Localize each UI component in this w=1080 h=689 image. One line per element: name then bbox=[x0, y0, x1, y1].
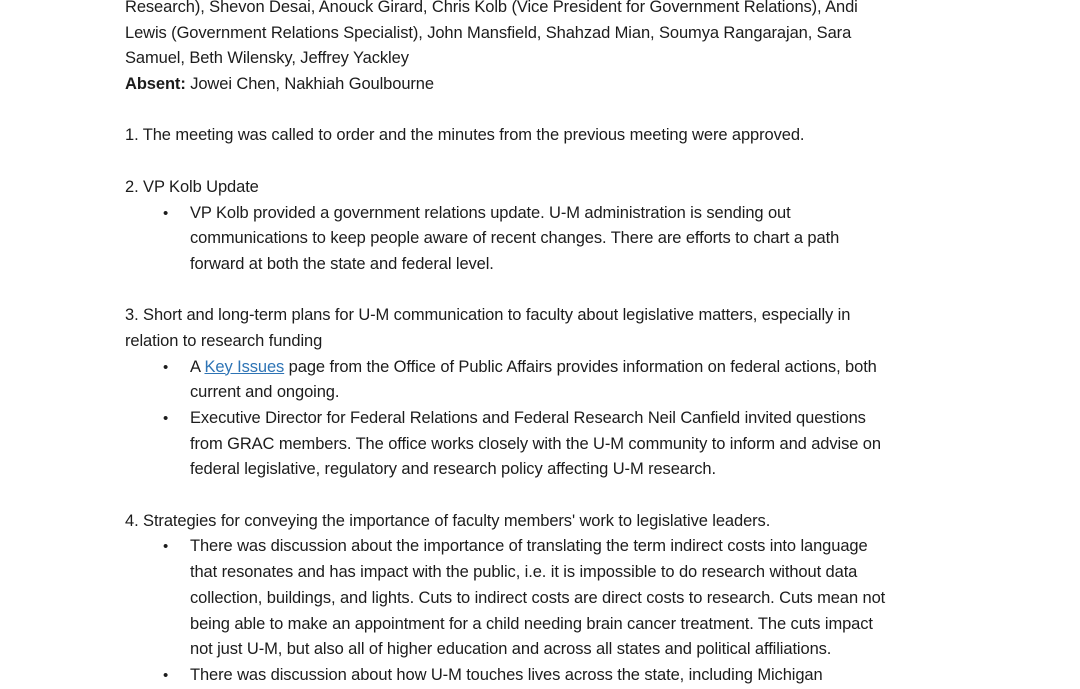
text-line bbox=[190, 201, 957, 227]
bullet-item bbox=[125, 663, 957, 689]
text-run: Absent: bbox=[125, 75, 186, 94]
text-run: Jowei Chen, Nakhiah Goulbourne bbox=[185, 75, 434, 94]
bullet-icon: • bbox=[163, 538, 169, 556]
paragraph bbox=[125, 175, 957, 201]
bullet-item bbox=[125, 406, 957, 483]
text-line bbox=[190, 663, 957, 689]
text-run: 4. Strategies for conveying the importance of faculty members' work to legislative leaders. bbox=[125, 511, 771, 530]
text-line bbox=[190, 534, 957, 560]
text-line bbox=[125, 72, 957, 98]
bullet-item bbox=[125, 201, 957, 278]
text-line bbox=[190, 432, 957, 458]
text-line bbox=[125, 21, 957, 47]
text-run: VP Kolb provided a government relations update. U-M administration is sending out bbox=[190, 203, 791, 222]
text-line bbox=[190, 380, 957, 406]
text-line bbox=[190, 612, 957, 638]
text-line bbox=[125, 0, 957, 21]
text-line bbox=[190, 226, 957, 252]
text-run: There was discussion about the importance of translating the term indirect costs into language bbox=[190, 537, 868, 556]
text-line bbox=[125, 123, 957, 149]
document-content bbox=[125, 0, 957, 689]
text-run: collection, buildings, and lights. Cuts to indirect costs are direct costs to research. Cuts mean not bbox=[190, 588, 886, 607]
bullet-icon: • bbox=[163, 204, 169, 222]
text-line bbox=[190, 560, 957, 586]
bullet-item bbox=[125, 534, 957, 662]
text-line bbox=[190, 586, 957, 612]
paragraph-spacer bbox=[125, 149, 957, 175]
bullet-icon: • bbox=[163, 358, 169, 376]
text-line bbox=[125, 175, 957, 201]
paragraph-spacer bbox=[125, 98, 957, 124]
text-line bbox=[190, 355, 957, 381]
text-line bbox=[190, 406, 957, 432]
text-line bbox=[190, 637, 957, 663]
text-run: that resonates and has impact with the public, i.e. it is impossible to do research without data bbox=[190, 563, 858, 582]
text-run: Executive Director for Federal Relations and Federal Research Neil Canfield invited questions bbox=[190, 409, 866, 427]
text-run: 3. Short and long-term plans for U-M communication to faculty about legislative matters, especially in bbox=[125, 306, 851, 325]
text-line bbox=[190, 457, 957, 483]
paragraph bbox=[125, 303, 957, 354]
text-run: forward at both the state and federal level. bbox=[190, 254, 494, 273]
paragraph bbox=[125, 509, 957, 535]
key-issues-link[interactable]: Key Issues bbox=[204, 357, 285, 376]
paragraph-spacer bbox=[125, 278, 957, 304]
text-run: communications to keep people aware of recent changes. There are efforts to chart a path bbox=[190, 229, 840, 248]
text-line bbox=[125, 46, 957, 72]
text-run: federal legislative, regulatory and research policy affecting U-M research. bbox=[190, 460, 716, 479]
text-line bbox=[190, 252, 957, 278]
paragraph bbox=[125, 123, 957, 149]
text-run: being able to make an appointment for a child needing brain cancer treatment. The cuts impact bbox=[190, 614, 873, 633]
bullet-icon: • bbox=[163, 410, 169, 427]
bullet-icon: • bbox=[163, 666, 169, 684]
text-run: relation to research funding bbox=[125, 331, 323, 350]
text-run: page from the Office of Public Affairs provides information on federal actions, both bbox=[284, 357, 877, 376]
text-run: Samuel, Beth Wilensky, Jeffrey Yackley bbox=[125, 49, 409, 68]
text-run: There was discussion about how U-M touches lives across the state, including Michigan bbox=[190, 665, 823, 684]
paragraph bbox=[125, 0, 957, 98]
text-run: Research), Shevon Desai, Anouck Girard, Chris Kolb (Vice President for Government Relations), Andi bbox=[125, 0, 858, 16]
text-run: not just U-M, but also all of higher education and across all states and political affiliations. bbox=[190, 640, 832, 659]
text-run: 1. The meeting was called to order and the minutes from the previous meeting were approved. bbox=[125, 126, 805, 145]
text-line bbox=[125, 329, 957, 355]
text-line bbox=[125, 509, 957, 535]
paragraph-spacer bbox=[125, 483, 957, 509]
text-run: from GRAC members. The office works closely with the U-M community to inform and advise on bbox=[190, 434, 881, 453]
text-run: current and ongoing. bbox=[190, 383, 340, 402]
bullet-item bbox=[125, 355, 957, 406]
text-run: Lewis (Government Relations Specialist), John Mansfield, Shahzad Mian, Soumya Rangarajan, Sara bbox=[125, 23, 852, 42]
text-line bbox=[125, 303, 957, 329]
text-run: A bbox=[190, 357, 205, 376]
text-run: 2. VP Kolb Update bbox=[125, 177, 259, 196]
